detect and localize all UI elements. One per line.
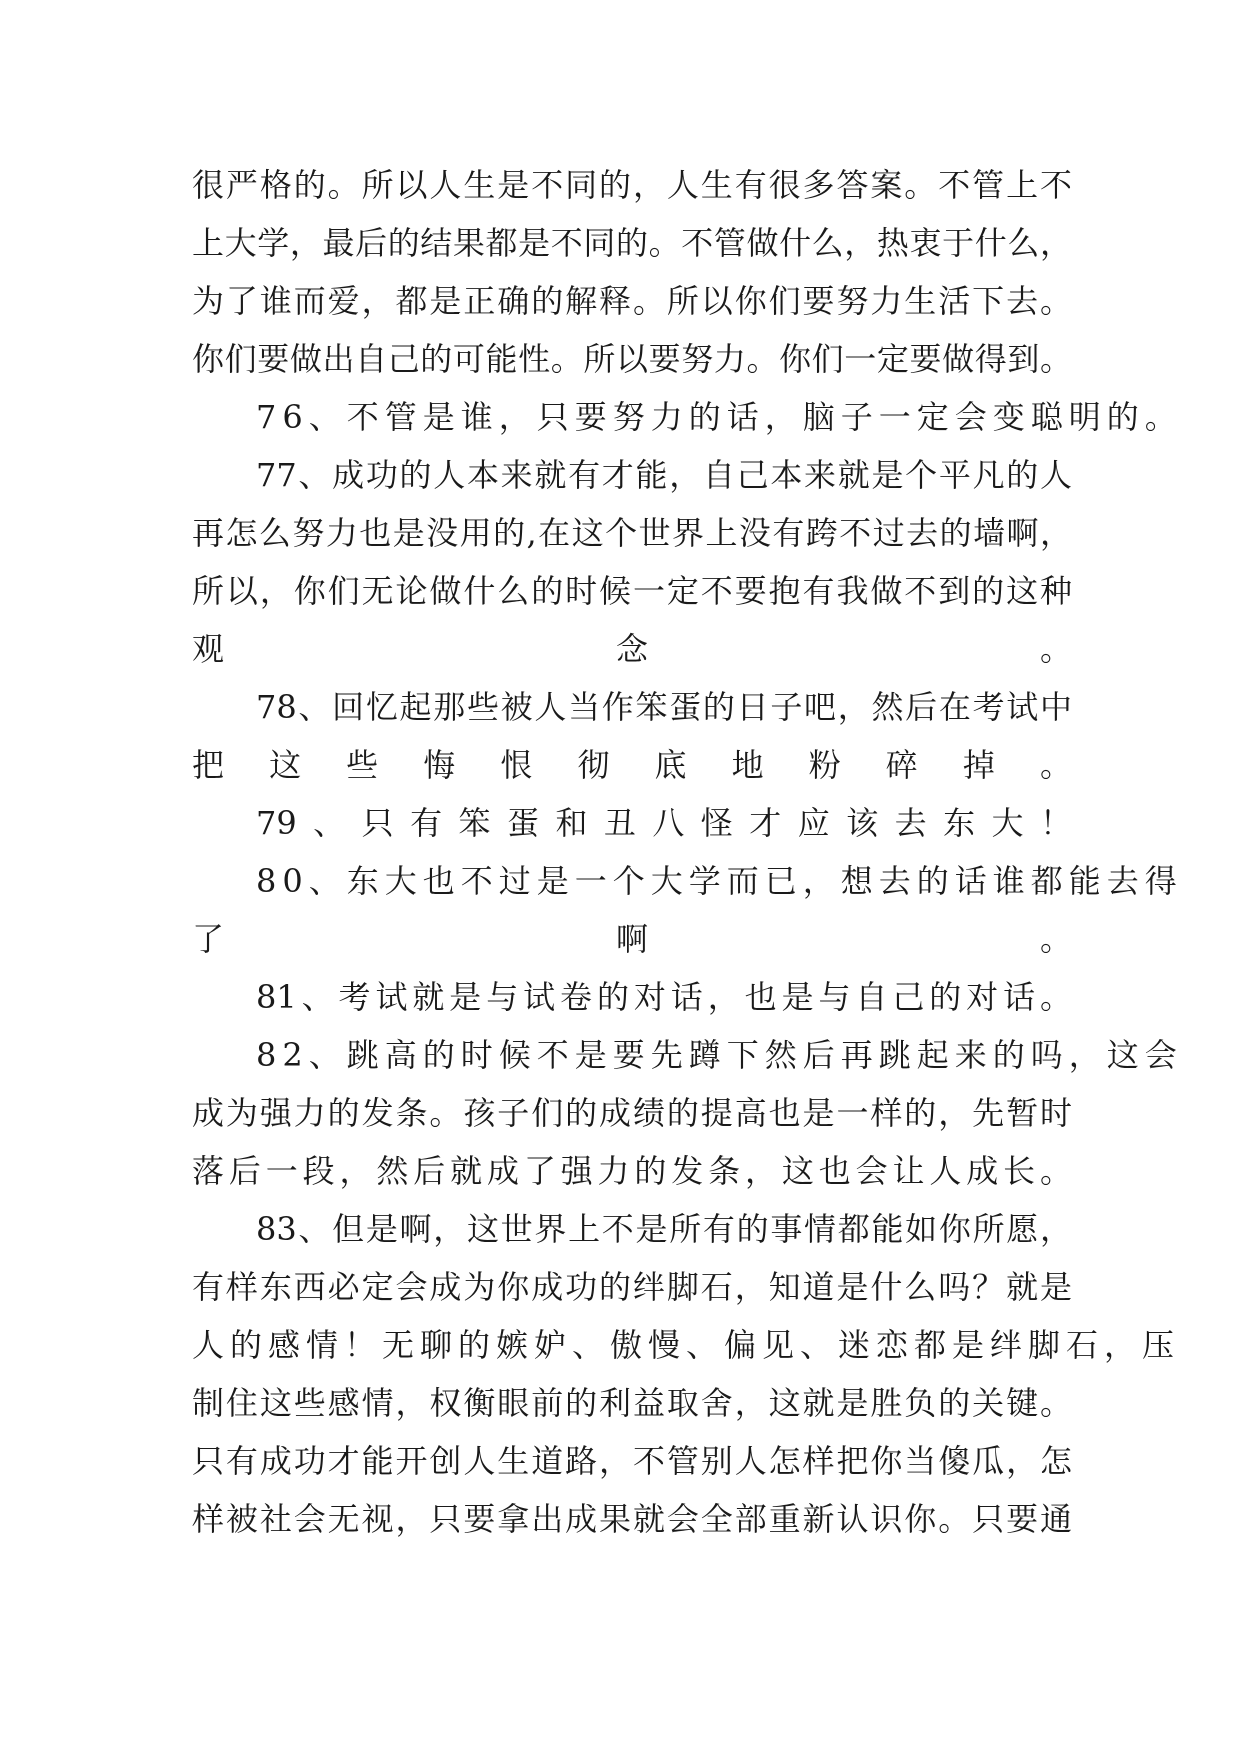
text-line: 落后一段，然后就成了强力的发条，这也会让人成长。 xyxy=(192,1152,1072,1190)
text-line: 82、跳高的时候不是要先蹲下然后再跳起来的吗，这会 xyxy=(256,1036,1183,1074)
text-line: 把这些悔恨彻底地粉碎掉。 xyxy=(192,746,1072,784)
document-page xyxy=(192,156,1183,1548)
paragraph xyxy=(192,968,1072,1026)
text-line: 77、成功的人本来就有才能，自己本来就是个平凡的人 xyxy=(256,456,1072,494)
paragraph xyxy=(192,156,1072,388)
paragraph xyxy=(192,852,1183,968)
text-line: 83、但是啊，这世界上不是所有的事情都能如你所愿， xyxy=(256,1210,1072,1248)
text-line: 样被社会无视，只要拿出成果就会全部重新认识你。只要通 xyxy=(192,1500,1072,1538)
text-line: 有样东西必定会成为你成功的绊脚石，知道是什么吗？就是 xyxy=(192,1268,1072,1306)
text-line: 为了谁而爱，都是正确的解释。所以你们要努力生活下去。 xyxy=(192,282,1072,320)
text-line: 了啊。 xyxy=(192,920,1072,958)
text-line: 上大学，最后的结果都是不同的。不管做什么，热衷于什么， xyxy=(192,224,1072,262)
paragraph xyxy=(192,1200,1181,1548)
text-line: 80、东大也不过是一个大学而已，想去的话谁都能去得 xyxy=(256,862,1183,900)
text-line: 所以，你们无论做什么的时候一定不要抱有我做不到的这种 xyxy=(192,572,1072,610)
text-line: 人的感情！无聊的嫉妒、傲慢、偏见、迷恋都是绊脚石，压 xyxy=(192,1326,1181,1364)
paragraph xyxy=(192,446,1072,678)
text-line: 观念。 xyxy=(192,630,1072,668)
paragraph xyxy=(192,388,1183,446)
paragraph xyxy=(192,678,1072,794)
text-line: 很严格的。所以人生是不同的，人生有很多答案。不管上不 xyxy=(192,166,1072,204)
paragraph xyxy=(192,1026,1183,1200)
text-line: 制住这些感情，权衡眼前的利益取舍，这就是胜负的关键。 xyxy=(192,1384,1072,1422)
text-line: 只有成功才能开创人生道路，不管别人怎样把你当傻瓜，怎 xyxy=(192,1442,1072,1480)
text-line: 成为强力的发条。孩子们的成绩的提高也是一样的，先暂时 xyxy=(192,1094,1072,1132)
text-line: 你们要做出自己的可能性。所以要努力。你们一定要做得到。 xyxy=(192,340,1072,378)
text-line: 81、考试就是与试卷的对话，也是与自己的对话。 xyxy=(256,978,1072,1016)
paragraph xyxy=(192,794,1072,852)
text-line: 76、不管是谁，只要努力的话，脑子一定会变聪明的。 xyxy=(256,398,1183,436)
text-line: 再怎么努力也是没用的,在这个世界上没有跨不过去的墙啊， xyxy=(192,514,1072,552)
text-line: 78、回忆起那些被人当作笨蛋的日子吧，然后在考试中 xyxy=(256,688,1072,726)
text-line: 79、只有笨蛋和丑八怪才应该去东大！ xyxy=(256,804,1072,842)
